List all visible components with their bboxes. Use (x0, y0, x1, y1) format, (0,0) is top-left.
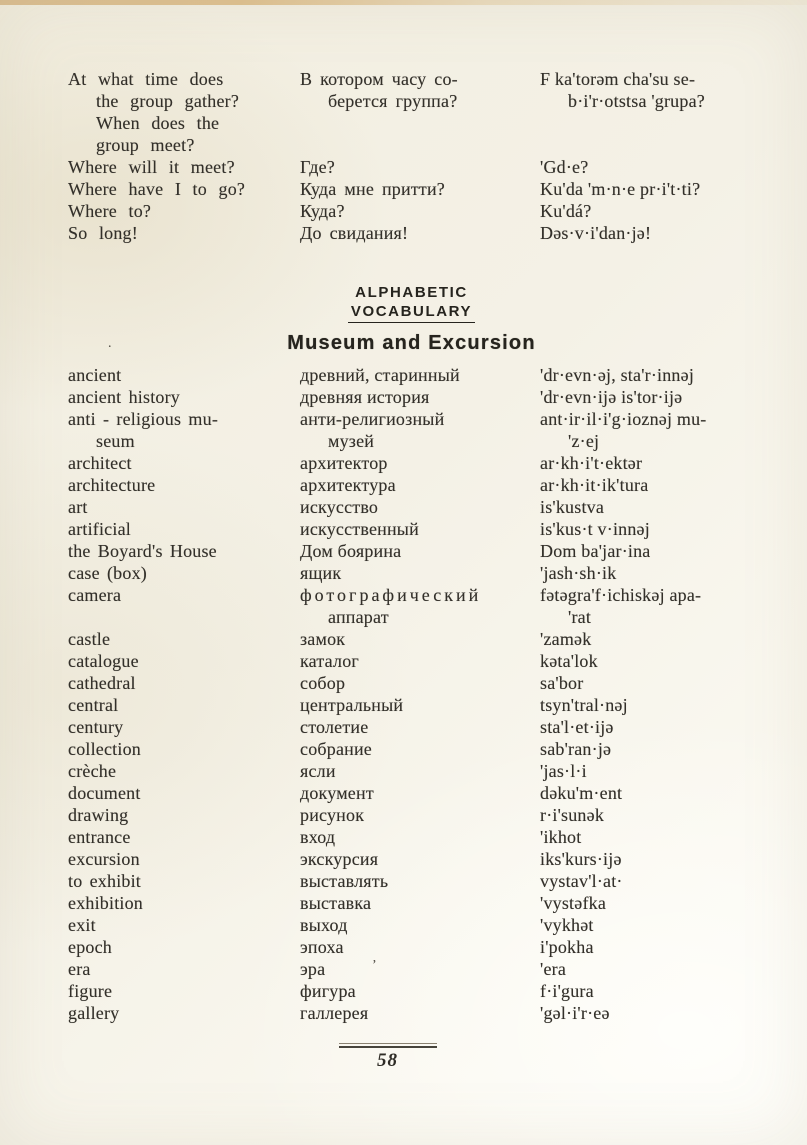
vocab-row-russian (300, 1002, 540, 1024)
phrase-row (68, 156, 797, 178)
text-line: Dom ba'jar·ina (540, 541, 651, 561)
text-line: Дом боярина (300, 541, 402, 561)
page-footer-inner (339, 1043, 437, 1072)
vocab-row-phonetic (540, 914, 797, 936)
text-line: So long! (68, 223, 138, 243)
text-line: выставка (300, 893, 372, 913)
text-line: case (box) (68, 563, 147, 583)
vocabulary-table (68, 364, 797, 1024)
vocab-row-phonetic (540, 628, 797, 650)
text-line: 'ikhot (540, 827, 582, 847)
text-line: замок (300, 629, 346, 649)
vocab-row-english (68, 914, 300, 936)
vocab-row-russian (300, 804, 540, 826)
text-line: vystav'l·at· (540, 871, 623, 891)
text-line: tsyn'tral·nəj (540, 695, 628, 715)
vocab-row-phonetic (540, 848, 797, 870)
text-line: architect (68, 453, 132, 473)
text-line: collection (68, 739, 141, 759)
text-line: drawing (68, 805, 129, 825)
text-line: ясли (300, 761, 336, 781)
phrase-row-russian (300, 156, 540, 178)
text-line: Ku'dá? (540, 201, 592, 221)
vocab-row-phonetic (540, 892, 797, 914)
vocab-row (68, 826, 797, 848)
vocab-row-phonetic (540, 936, 797, 958)
text-line: выход (300, 915, 348, 935)
text-line: gallery (68, 1003, 120, 1023)
text-line: architecture (68, 475, 156, 495)
text-line: catalogue (68, 651, 139, 671)
section-headings-inner (287, 283, 536, 355)
vocab-row-english (68, 408, 300, 452)
vocab-row-english (68, 716, 300, 738)
vocab-row-english (68, 870, 300, 892)
vocab-row-english (68, 584, 300, 606)
vocab-row (68, 452, 797, 474)
page-top-edge (0, 0, 807, 5)
vocab-row-phonetic (540, 760, 797, 782)
vocab-row-english (68, 804, 300, 826)
text-line: Куда? (300, 201, 345, 221)
vocab-row-phonetic (540, 650, 797, 672)
vocab-row (68, 804, 797, 826)
vocab-row-russian (300, 496, 540, 518)
text-line: выставлять (300, 871, 389, 891)
text-line: artificial (68, 519, 131, 539)
text-line: era (68, 959, 91, 979)
vocab-row (68, 650, 797, 672)
vocab-row (68, 958, 797, 980)
vocab-row-phonetic (540, 672, 797, 694)
text-line: искусство (300, 497, 379, 517)
text-line: sta'l·et·ijə (540, 717, 614, 737)
vocab-row-phonetic (540, 562, 797, 584)
vocab-row-english (68, 474, 300, 496)
text-line: cathedral (68, 673, 136, 693)
text-line: аппарат (328, 607, 389, 627)
phrase-row (68, 68, 797, 156)
vocab-row (68, 386, 797, 408)
text-line: castle (68, 629, 111, 649)
text-line: берется группа? (328, 91, 458, 111)
vocab-row-phonetic (540, 738, 797, 760)
text-line: ant·ir·il·i'g·ioznəj mu- (540, 409, 707, 429)
vocab-row (68, 474, 797, 496)
vocab-row (68, 980, 797, 1002)
text-line: dəku'm·ent (540, 783, 623, 803)
text-line: iks'kurs·ijə (540, 849, 622, 869)
vocab-row-russian (300, 408, 540, 452)
text-line: When does the (96, 113, 220, 133)
vocab-row-russian (300, 848, 540, 870)
vocab-row-phonetic (540, 386, 797, 408)
vocab-row (68, 694, 797, 716)
vocab-row-english (68, 980, 300, 1002)
text-line: фигура (300, 981, 356, 1001)
text-line: r·i'sunək (540, 805, 605, 825)
vocab-row-phonetic (540, 870, 797, 892)
text-line: 'rat (568, 607, 592, 627)
text-line: 'jash·sh·ik (540, 563, 617, 583)
text-line: галлерея (300, 1003, 369, 1023)
vocab-row-english (68, 760, 300, 782)
text-line: b·i'r·otstsa 'grupa? (568, 91, 705, 111)
section-title-line2: VOCABULARY (348, 302, 475, 323)
vocab-row-russian (300, 782, 540, 804)
vocab-row-phonetic (540, 496, 797, 518)
text-line: Ku'da 'm·n·e pr·i't·ti? (540, 179, 701, 199)
text-line: anti - religious mu- (68, 409, 219, 429)
vocab-row (68, 672, 797, 694)
text-line: документ (300, 783, 374, 803)
text-line: фотографический (300, 585, 482, 605)
vocab-row-russian (300, 628, 540, 650)
text-line: собрание (300, 739, 372, 759)
vocab-row-phonetic (540, 540, 797, 562)
text-line: the group gather? (96, 91, 240, 111)
vocab-row (68, 914, 797, 936)
phrase-row-english (68, 178, 300, 200)
text-line: 'zamək (540, 629, 592, 649)
vocab-row (68, 892, 797, 914)
ink-speck: ’ (372, 958, 377, 973)
vocab-row-russian (300, 958, 540, 980)
vocab-row-english (68, 848, 300, 870)
section-headings (0, 283, 807, 355)
section-title-line1: ALPHABETIC (355, 284, 468, 301)
vocab-row-russian (300, 936, 540, 958)
text-line: центральный (300, 695, 404, 715)
phrase-row-phonetic (540, 68, 797, 112)
vocab-row-english (68, 518, 300, 540)
vocab-row-phonetic (540, 518, 797, 540)
text-line: В котором часу со- (300, 69, 458, 89)
vocab-row-russian (300, 584, 540, 628)
text-line: Куда мне притти? (300, 179, 445, 199)
text-line: seum (96, 431, 135, 451)
vocab-row (68, 408, 797, 452)
text-line: рисунок (300, 805, 365, 825)
vocab-row-english (68, 958, 300, 980)
text-line: экскурсия (300, 849, 379, 869)
vocab-row-russian (300, 716, 540, 738)
text-line: i'pokha (540, 937, 594, 957)
phrase-row-english (68, 200, 300, 222)
text-line: century (68, 717, 124, 737)
vocab-row (68, 738, 797, 760)
text-line: До свидания! (300, 223, 409, 243)
text-line: вход (300, 827, 336, 847)
vocab-row-russian (300, 980, 540, 1002)
vocab-row-phonetic (540, 1002, 797, 1024)
text-line: exit (68, 915, 96, 935)
vocab-row-russian (300, 914, 540, 936)
text-line: ar·kh·i't·ektər (540, 453, 643, 473)
vocab-row (68, 936, 797, 958)
ink-speck: . (108, 336, 112, 351)
vocab-row-english (68, 540, 300, 562)
phrase-row (68, 222, 797, 244)
text-line: camera (68, 585, 122, 605)
vocab-row-phonetic (540, 474, 797, 496)
text-line: is'kustva (540, 497, 605, 517)
text-line: архитектор (300, 453, 388, 473)
phrase-row-english (68, 68, 300, 156)
text-line: Where to? (68, 201, 152, 221)
text-line: At what time does (68, 69, 224, 89)
vocab-row-phonetic (540, 716, 797, 738)
page-number: 58 (377, 1050, 398, 1071)
text-line: Where will it meet? (68, 157, 235, 177)
vocab-row-russian (300, 562, 540, 584)
vocab-row-phonetic (540, 980, 797, 1002)
vocab-row-english (68, 738, 300, 760)
text-line: каталог (300, 651, 359, 671)
vocab-row-english (68, 694, 300, 716)
text-line: the Boyard's House (68, 541, 217, 561)
vocab-row-russian (300, 760, 540, 782)
vocab-row-english (68, 562, 300, 584)
vocab-row-english (68, 892, 300, 914)
text-line: 'vykhət (540, 915, 594, 935)
vocab-row-russian (300, 474, 540, 496)
vocab-row-russian (300, 826, 540, 848)
phrase-row-russian (300, 200, 540, 222)
vocab-row (68, 364, 797, 386)
text-line: искусственный (300, 519, 419, 539)
text-line: figure (68, 981, 113, 1001)
text-line: древняя история (300, 387, 430, 407)
vocab-row-phonetic (540, 584, 797, 628)
vocab-row-english (68, 1002, 300, 1024)
phrase-row (68, 178, 797, 200)
phrase-row-english (68, 156, 300, 178)
vocab-row (68, 584, 797, 628)
text-line: art (68, 497, 88, 517)
vocab-row-russian (300, 870, 540, 892)
vocab-row-phonetic (540, 364, 797, 386)
vocab-row-english (68, 826, 300, 848)
vocab-row (68, 628, 797, 650)
phrase-row-phonetic (540, 178, 797, 200)
vocab-row-phonetic (540, 694, 797, 716)
phrase-row-phonetic (540, 156, 797, 178)
text-line: ancient history (68, 387, 180, 407)
vocab-row (68, 848, 797, 870)
vocab-row (68, 518, 797, 540)
phrase-row-russian (300, 68, 540, 112)
text-line: 'gəl·i'r·eə (540, 1003, 610, 1023)
vocab-row (68, 870, 797, 892)
phrase-row-phonetic (540, 200, 797, 222)
vocab-row (68, 760, 797, 782)
vocab-row-phonetic (540, 782, 797, 804)
phrase-row-phonetic (540, 222, 797, 244)
text-line: архитектура (300, 475, 396, 495)
text-line: ar·kh·it·ik'tura (540, 475, 649, 495)
text-line: Where have I to go? (68, 179, 246, 199)
text-line: f·i'gura (540, 981, 594, 1001)
text-line: 'jas·l·i (540, 761, 587, 781)
vocab-row (68, 562, 797, 584)
vocab-row-english (68, 364, 300, 386)
vocab-row-russian (300, 650, 540, 672)
vocab-row (68, 496, 797, 518)
vocab-row (68, 1002, 797, 1024)
vocab-row-russian (300, 518, 540, 540)
vocab-row-phonetic (540, 826, 797, 848)
text-line: 'era (540, 959, 567, 979)
vocab-row-phonetic (540, 804, 797, 826)
vocab-row-russian (300, 364, 540, 386)
text-line: group meet? (96, 135, 195, 155)
vocab-row (68, 716, 797, 738)
footer-rule (339, 1043, 437, 1048)
text-line: 'z·ej (568, 431, 600, 451)
text-line: анти-религиозный (300, 409, 445, 429)
text-line: exhibition (68, 893, 143, 913)
text-line: central (68, 695, 119, 715)
text-line: столетие (300, 717, 369, 737)
text-line: sa'bor (540, 673, 584, 693)
text-line: эра (300, 959, 326, 979)
text-line: 'vystəfka (540, 893, 607, 913)
vocab-row (68, 540, 797, 562)
phrase-table (68, 68, 797, 244)
text-line: музей (328, 431, 375, 451)
phrase-row (68, 200, 797, 222)
vocab-row-english (68, 452, 300, 474)
text-line: sab'ran·jə (540, 739, 612, 759)
text-line: F ka'torəm cha'su se- (540, 69, 696, 89)
text-line: ancient (68, 365, 122, 385)
text-line: document (68, 783, 141, 803)
text-line: epoch (68, 937, 112, 957)
text-line: 'dr·evn·əj, sta'r·innəj (540, 365, 695, 385)
phrase-row-russian (300, 222, 540, 244)
vocab-row-russian (300, 694, 540, 716)
text-line: crèche (68, 761, 117, 781)
text-line: to exhibit (68, 871, 142, 891)
text-line: Где? (300, 157, 335, 177)
vocab-row-english (68, 496, 300, 518)
vocab-row-english (68, 650, 300, 672)
text-line: древний, старинный (300, 365, 460, 385)
phrase-row-russian (300, 178, 540, 200)
vocab-row-russian (300, 738, 540, 760)
text-line: kəta'lok (540, 651, 598, 671)
vocab-row (68, 782, 797, 804)
vocab-row-russian (300, 386, 540, 408)
vocab-row-english (68, 782, 300, 804)
vocab-row-english (68, 936, 300, 958)
vocab-row-russian (300, 540, 540, 562)
vocab-row-russian (300, 452, 540, 474)
text-line: fətəgra'f·ichiskəj apa- (540, 585, 702, 605)
vocab-row-phonetic (540, 452, 797, 474)
text-line: 'Gd·e? (540, 157, 589, 177)
vocab-row-english (68, 628, 300, 650)
text-line: excursion (68, 849, 140, 869)
subsection-title: Museum and Excursion (287, 332, 536, 354)
text-line: собор (300, 673, 346, 693)
text-line: Dəs·v·i'dan·jə! (540, 223, 652, 243)
text-line: ящик (300, 563, 342, 583)
phrase-row-english (68, 222, 300, 244)
vocab-row-phonetic (540, 958, 797, 980)
text-line: is'kus·t v·innəj (540, 519, 650, 539)
vocab-row-russian (300, 672, 540, 694)
vocab-row-english (68, 386, 300, 408)
vocab-row-english (68, 672, 300, 694)
vocab-row-phonetic (540, 408, 797, 452)
text-line: entrance (68, 827, 131, 847)
page-footer (0, 1043, 807, 1072)
text-line: 'dr·evn·ijə is'tor·ijə (540, 387, 683, 407)
text-line: эпоха (300, 937, 344, 957)
vocab-row-russian (300, 892, 540, 914)
